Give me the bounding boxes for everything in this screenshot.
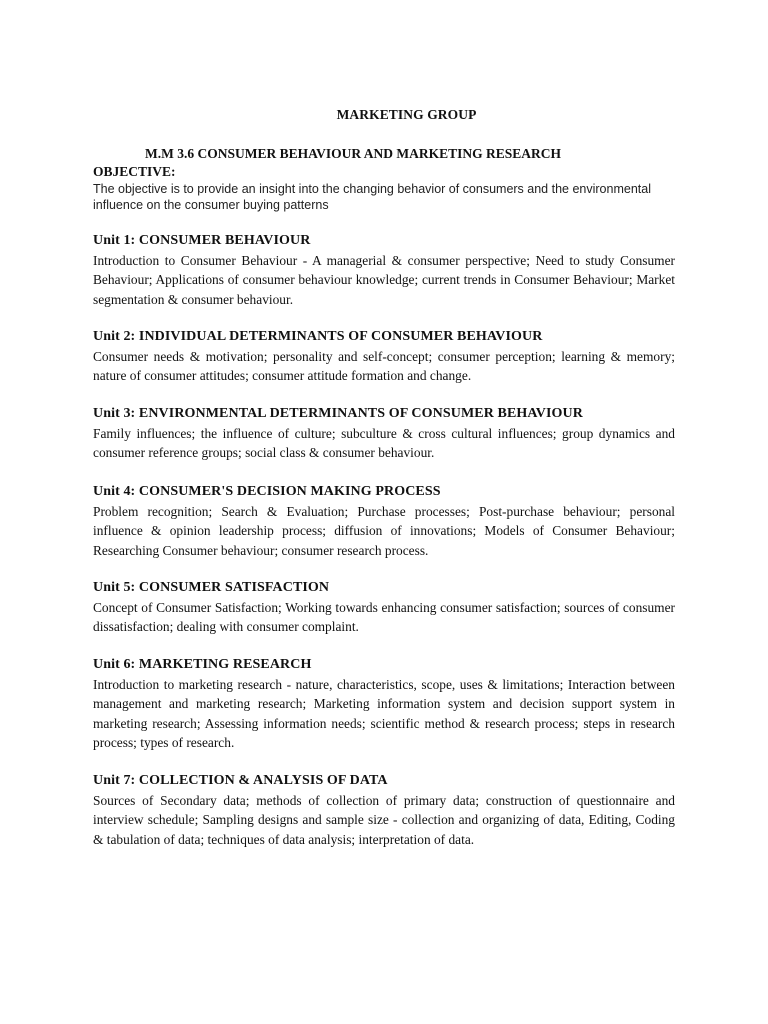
unit-4: [93, 483, 675, 560]
unit-7: [93, 772, 675, 849]
unit-heading: Unit 6: MARKETING RESEARCH: [93, 657, 312, 672]
objective-text: The objective is to provide an insight into the changing behavior of consumers and the environmental influence on the consumer buying patterns: [93, 182, 651, 212]
unit-heading: Unit 1: CONSUMER BEHAVIOUR: [93, 233, 311, 248]
objective-heading: OBJECTIVE:: [93, 164, 176, 179]
unit-1: [93, 232, 675, 309]
unit-body: Consumer needs & motivation; personality and self-concept; consumer perception; learning & memory; nature of consumer attitudes; consumer attitude formation and change.: [93, 349, 675, 384]
unit-heading: Unit 3: ENVIRONMENTAL DETERMINANTS OF CONSUMER BEHAVIOUR: [93, 406, 583, 421]
unit-5: [93, 579, 675, 637]
unit-body: Concept of Consumer Satisfaction; Working towards enhancing consumer satisfaction; sources of consumer dissatisfaction; dealing with consumer complaint.: [93, 600, 675, 635]
unit-heading: Unit 7: COLLECTION & ANALYSIS OF DATA: [93, 773, 388, 788]
unit-body: Sources of Secondary data; methods of collection of primary data; construction of questionnaire and interview schedule; Sampling designs and sample size - collection and organizing of data, Editing, Coding & tabulation of data; techniques of data analysis; interpretation of data.: [93, 793, 675, 847]
unit-2: [93, 328, 675, 386]
unit-heading: Unit 5: CONSUMER SATISFACTION: [93, 580, 330, 595]
unit-body: Introduction to Consumer Behaviour - A managerial & consumer perspective; Need to study Consumer Behaviour; Applications of consumer behaviour knowledge; current trends in Consumer Behaviour; Market segmentation & consumer behaviour.: [93, 253, 675, 307]
course-title: M.M 3.6 CONSUMER BEHAVIOUR AND MARKETING RESEARCH: [145, 146, 562, 161]
unit-body: Problem recognition; Search & Evaluation; Purchase processes; Post-purchase behaviour; personal influence & opinion leadership process; diffusion of innovations; Models of Consumer Behaviour; Researching Consumer behaviour; consumer research process.: [93, 504, 675, 558]
group-title: MARKETING GROUP: [336, 107, 477, 122]
unit-heading: Unit 4: CONSUMER'S DECISION MAKING PROCESS: [93, 484, 441, 499]
unit-body: Family influences; the influence of culture; subculture & cross cultural influences; group dynamics and consumer reference groups; social class & consumer behaviour.: [93, 426, 675, 461]
unit-body: Introduction to marketing research - nature, characteristics, scope, uses & limitations; Interaction between management and marketing research; Marketing information system and decision support system in marketing research; Assessing information needs; scientific method & research process; steps in research process; types of research.: [93, 677, 675, 751]
unit-6: [93, 656, 675, 753]
unit-heading: Unit 2: INDIVIDUAL DETERMINANTS OF CONSUMER BEHAVIOUR: [93, 329, 543, 344]
unit-3: [93, 405, 675, 463]
